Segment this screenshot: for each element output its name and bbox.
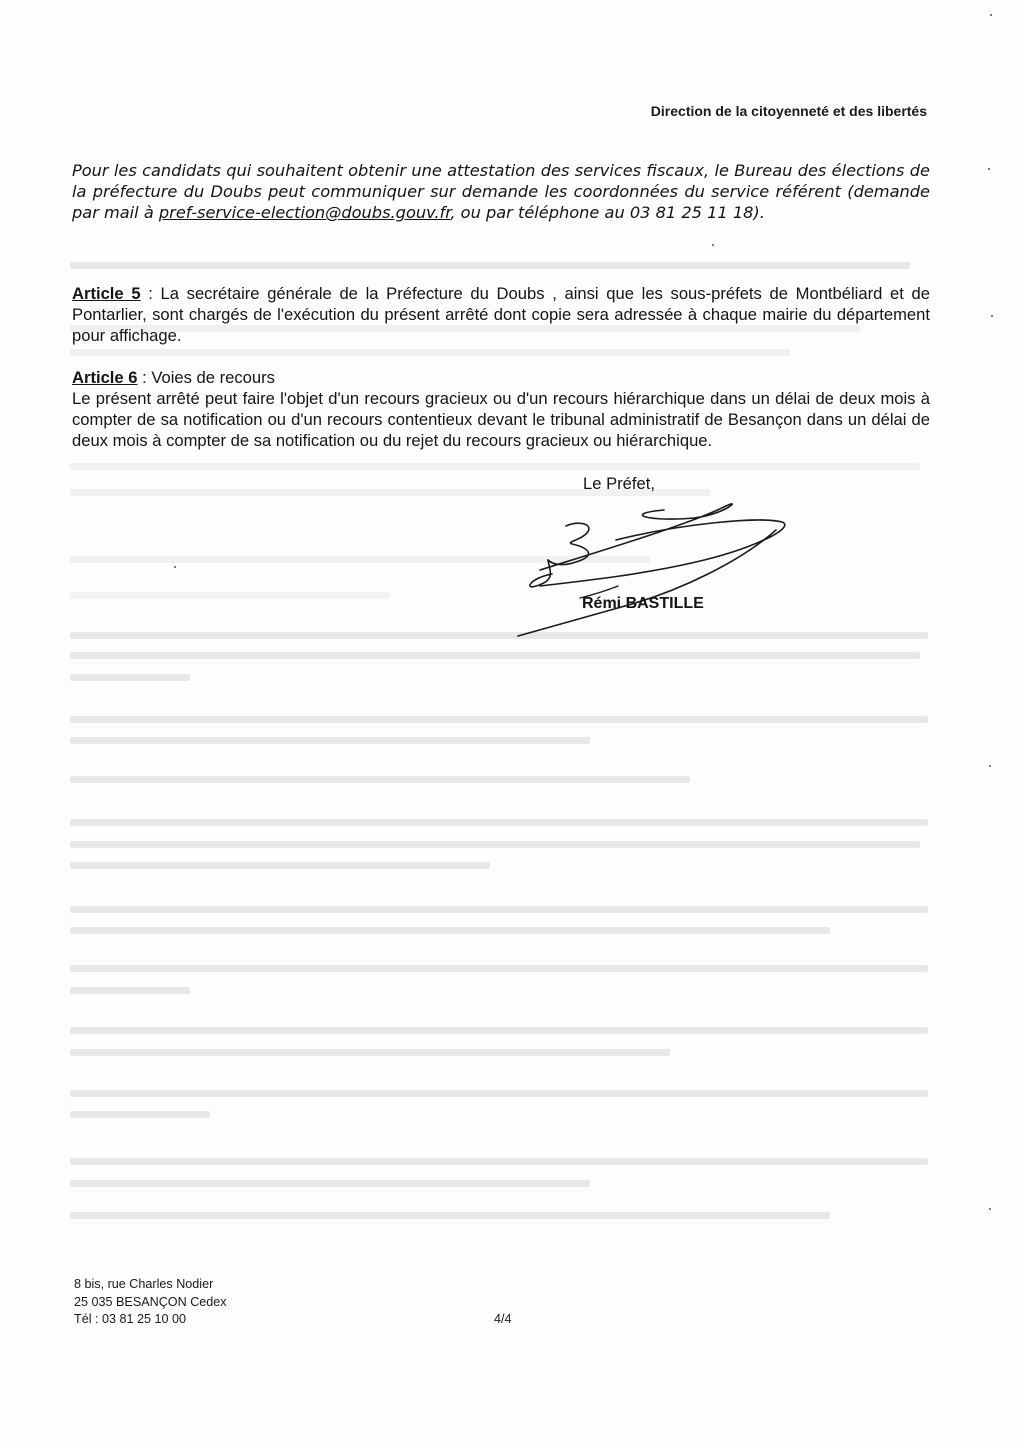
intro-text-after: , ou par téléphone au 03 81 25 11 18). xyxy=(450,203,765,222)
article-6-heading: Article 6 xyxy=(72,368,138,387)
article-5-heading: Article 5 xyxy=(72,284,141,303)
article-6-title-line xyxy=(72,367,930,388)
article-5 xyxy=(72,283,930,346)
signatory-name: Rémi BASTILLE xyxy=(582,595,704,612)
page-number: 4/4 xyxy=(494,1312,512,1326)
address-line-1: 8 bis, rue Charles Nodier xyxy=(74,1277,214,1291)
address-line-2: 25 035 BESANÇON Cedex xyxy=(74,1294,227,1309)
intro-paragraph xyxy=(72,160,930,223)
article-6 xyxy=(72,367,930,451)
signatory-title: Le Préfet, xyxy=(583,474,655,493)
phone-number: Tél : 03 81 25 10 00 xyxy=(74,1312,187,1326)
handwritten-signature xyxy=(500,500,800,640)
footer-address xyxy=(74,1276,227,1329)
article-5-text: : La secrétaire générale de la Préfecture du Doubs , ainsi que les sous-préfets de Montbéliard et de Pontarlier, sont chargés de l'exécution du présent arrêté dont copie sera adressée à chaque mairie du département pour affichage. xyxy=(72,284,931,345)
intro-text-before: Pour les candidats qui souhaitent obtenir une attestation des services fiscaux, le Bureau des élections de la préfecture du Doubs peut communiquer sur demande les coordonnées du service référent (demande par mail à xyxy=(72,161,930,222)
election-email-link[interactable]: pref-service-election@doubs.gouv.fr xyxy=(158,203,451,222)
department-header: Direction de la citoyenneté et des libertés xyxy=(650,103,927,119)
article-6-text: Le présent arrêté peut faire l'objet d'un recours gracieux ou d'un recours hiérarchique dans un délai de deux mois à compter de sa notification ou d'un recours contentieux devant le tribunal administratif de Besançon dans un délai de deux mois à compter de sa notification ou du rejet du recours gracieux ou hiérarchique. xyxy=(72,389,930,450)
article-6-subtitle: : Voies de recours xyxy=(137,368,275,387)
